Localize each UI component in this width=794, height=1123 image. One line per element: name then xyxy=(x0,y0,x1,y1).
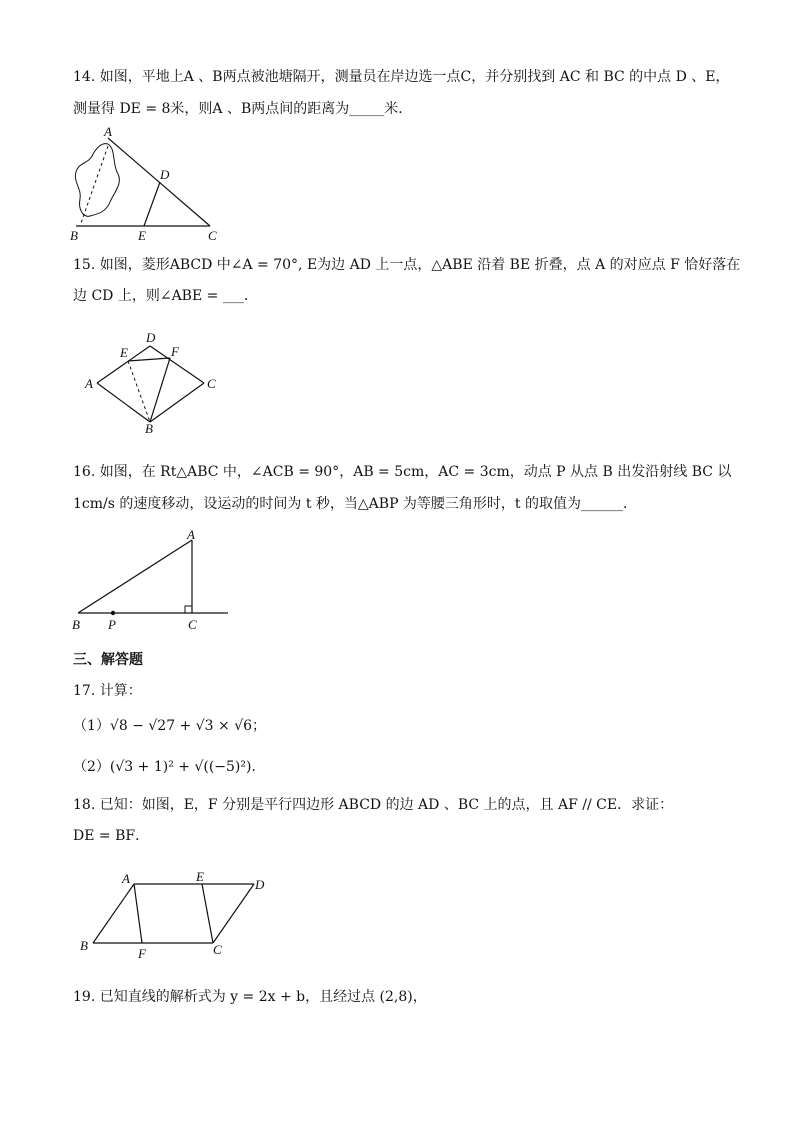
label-B: B xyxy=(145,421,153,436)
segment-AF xyxy=(134,884,142,943)
segment-BF xyxy=(150,358,170,422)
label-F: F xyxy=(138,946,146,961)
label-C: C xyxy=(208,228,217,243)
side-BA xyxy=(97,383,150,422)
q16-text-line2: 1cm/s 的速度移动，设运动的时间为 t 秒，当△ABP 为等腰三角形时，t 的取值为______． xyxy=(73,496,638,512)
label-E: E xyxy=(120,345,128,360)
point-P xyxy=(111,611,115,615)
q15-text-line1: 15. 如图，菱形ABCD 中∠A = 70°, E为边 AD 上一点，△ABE 沿着 BE 折叠，点 A 的对应点 F 恰好落在 xyxy=(73,257,741,273)
label-A: A xyxy=(122,871,130,886)
q14-figure xyxy=(68,124,228,244)
label-F: F xyxy=(171,344,179,359)
q16-text-line1: 16. 如图，在 Rt△ABC 中，∠ACB = 90°，AB = 5cm，AC = 3cm，动点 P 从点 B 出发沿射线 BC 以 xyxy=(73,464,732,480)
q18-figure xyxy=(76,868,276,963)
label-C: C xyxy=(207,376,216,391)
segment-BA xyxy=(78,540,192,613)
label-A: A xyxy=(104,124,112,139)
q14-text-line2: 测量得 DE = 8米，则A 、B两点间的距离为_____米． xyxy=(73,101,413,117)
q16-figure xyxy=(70,526,240,636)
q15-figure xyxy=(80,330,230,440)
side-DC xyxy=(213,884,254,943)
segment-DE xyxy=(144,182,160,226)
q18-text-line2: DE = BF． xyxy=(73,828,150,844)
segment-EB-dashed xyxy=(128,361,150,422)
q17-part1: （1）√8 − √27 + √3 × √6； xyxy=(73,718,267,734)
q17-part2: （2）(√3 + 1)² + √((−5)²)． xyxy=(73,759,266,775)
side-CB xyxy=(150,383,204,422)
label-B: B xyxy=(70,228,78,243)
segment-EF xyxy=(128,358,170,361)
label-E: E xyxy=(196,869,204,884)
label-C: C xyxy=(188,617,197,632)
label-D: D xyxy=(160,167,170,182)
right-angle-mark xyxy=(185,606,192,613)
segment-AB-dashed xyxy=(80,146,108,226)
label-A: A xyxy=(85,376,93,391)
segment-EC xyxy=(202,884,213,943)
label-B: B xyxy=(72,617,80,632)
label-E: E xyxy=(138,228,146,243)
section-title: 三、解答题 xyxy=(73,652,143,668)
pond-outline xyxy=(75,144,119,217)
q15-text-line2: 边 CD 上，则∠ABE = ___． xyxy=(73,288,258,304)
segment-AC xyxy=(108,138,210,226)
label-B: B xyxy=(80,938,88,953)
q14-text-line1: 14. 如图，平地上A 、B两点被池塘隔开，测量员在岸边选一点C，并分别找到 AC 和 BC 的中点 D 、E， xyxy=(73,69,730,85)
q18-text-line1: 18. 已知：如图，E，F 分别是平行四边形 ABCD 的边 AD 、BC 上的点，且 AF // CE．求证： xyxy=(73,797,674,813)
label-P: P xyxy=(108,617,116,632)
label-A: A xyxy=(187,527,195,542)
side-BA xyxy=(93,884,134,943)
label-D: D xyxy=(255,877,265,892)
q19-text-line1: 19. 已知直线的解析式为 y = 2x + b，且经过点 (2,8)， xyxy=(73,989,427,1005)
label-D: D xyxy=(146,330,156,345)
q17-text-line1: 17. 计算： xyxy=(73,683,142,699)
label-C: C xyxy=(213,942,222,957)
